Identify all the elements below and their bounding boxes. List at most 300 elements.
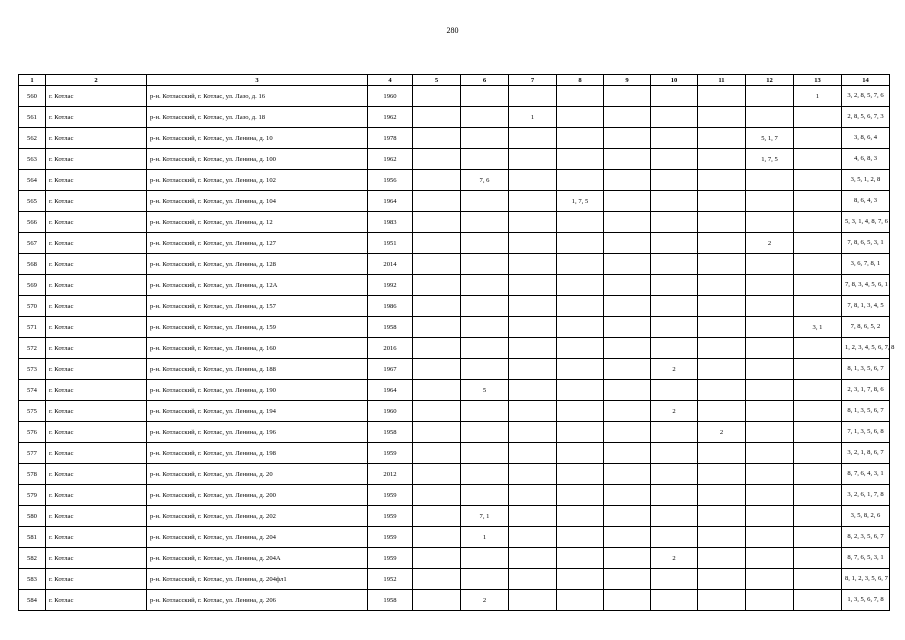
col7-cell <box>509 506 557 527</box>
year-cell: 2014 <box>368 254 413 275</box>
col12-cell <box>746 548 794 569</box>
col14-cell: 7, 8, 6, 5, 2 <box>842 317 890 338</box>
column-header-2: 2 <box>46 75 147 86</box>
col8-cell <box>557 548 604 569</box>
town-cell: г. Котлас <box>46 254 147 275</box>
col11-cell <box>698 233 746 254</box>
address-cell: р-н. Котласский, г. Котлас, ул. Ленина, д. 128 <box>147 254 368 275</box>
col8-cell <box>557 233 604 254</box>
col10-cell <box>651 149 698 170</box>
row-number-cell: 563 <box>19 149 46 170</box>
col13-cell <box>794 422 842 443</box>
col6-cell <box>461 296 509 317</box>
col7-cell <box>509 254 557 275</box>
col6-cell <box>461 149 509 170</box>
col14-cell: 2, 8, 5, 6, 7, 3 <box>842 107 890 128</box>
col9-cell <box>604 191 651 212</box>
col8-cell <box>557 338 604 359</box>
col13-cell <box>794 170 842 191</box>
col6-cell <box>461 212 509 233</box>
col5-cell <box>413 233 461 254</box>
year-cell: 1952 <box>368 569 413 590</box>
col11-cell <box>698 254 746 275</box>
col6-cell <box>461 338 509 359</box>
col12-cell <box>746 107 794 128</box>
col10-cell: 2 <box>651 359 698 380</box>
col7-cell <box>509 296 557 317</box>
col13-cell <box>794 191 842 212</box>
col8-cell <box>557 527 604 548</box>
row-number-cell: 561 <box>19 107 46 128</box>
col14-cell: 7, 8, 6, 5, 3, 1 <box>842 233 890 254</box>
col7-cell <box>509 317 557 338</box>
year-cell: 1967 <box>368 359 413 380</box>
col14-cell: 3, 2, 1, 8, 6, 7 <box>842 443 890 464</box>
col5-cell <box>413 191 461 212</box>
col7-cell <box>509 464 557 485</box>
year-cell: 1956 <box>368 170 413 191</box>
col11-cell <box>698 317 746 338</box>
col9-cell <box>604 317 651 338</box>
col10-cell <box>651 464 698 485</box>
col12-cell <box>746 86 794 107</box>
col6-cell <box>461 275 509 296</box>
col9-cell <box>604 212 651 233</box>
col12-cell: 2 <box>746 233 794 254</box>
col11-cell <box>698 359 746 380</box>
col12-cell <box>746 443 794 464</box>
col11-cell <box>698 485 746 506</box>
town-cell: г. Котлас <box>46 422 147 443</box>
year-cell: 1986 <box>368 296 413 317</box>
row-number-cell: 562 <box>19 128 46 149</box>
year-cell: 1983 <box>368 212 413 233</box>
col7-cell <box>509 149 557 170</box>
col5-cell <box>413 170 461 191</box>
col8-cell <box>557 569 604 590</box>
col7-cell <box>509 569 557 590</box>
col12-cell <box>746 254 794 275</box>
col14-cell: 3, 2, 8, 5, 7, 6 <box>842 86 890 107</box>
col7-cell <box>509 170 557 191</box>
address-cell: р-н. Котласский, г. Котлас, ул. Ленина, д. 202 <box>147 506 368 527</box>
col6-cell: 7, 1 <box>461 506 509 527</box>
column-header-9: 9 <box>604 75 651 86</box>
col6-cell <box>461 191 509 212</box>
col11-cell <box>698 149 746 170</box>
col14-cell: 8, 6, 4, 3 <box>842 191 890 212</box>
col14-cell: 3, 8, 6, 4 <box>842 128 890 149</box>
table-row <box>19 149 890 170</box>
col9-cell <box>604 128 651 149</box>
col5-cell <box>413 254 461 275</box>
row-number-cell: 568 <box>19 254 46 275</box>
address-cell: р-н. Котласский, г. Котлас, ул. Ленина, д. 196 <box>147 422 368 443</box>
col6-cell <box>461 485 509 506</box>
col7-cell: 1 <box>509 107 557 128</box>
address-cell: р-н. Котласский, г. Котлас, ул. Ленина, д. 159 <box>147 317 368 338</box>
page-number: 280 <box>446 26 459 35</box>
col6-cell: 2 <box>461 590 509 611</box>
col13-cell <box>794 548 842 569</box>
address-cell: р-н. Котласский, г. Котлас, ул. Ленина, д. 10 <box>147 128 368 149</box>
row-number-cell: 584 <box>19 590 46 611</box>
col11-cell <box>698 506 746 527</box>
col9-cell <box>604 506 651 527</box>
col13-cell <box>794 359 842 380</box>
table-row <box>19 569 890 590</box>
col13-cell: 3, 1 <box>794 317 842 338</box>
address-cell: р-н. Котласский, г. Котлас, ул. Лазо, д. 16 <box>147 86 368 107</box>
row-number-cell: 570 <box>19 296 46 317</box>
table-row <box>19 170 890 191</box>
town-cell: г. Котлас <box>46 464 147 485</box>
year-cell: 1960 <box>368 86 413 107</box>
column-header-1: 1 <box>19 75 46 86</box>
year-cell: 1959 <box>368 443 413 464</box>
col11-cell <box>698 86 746 107</box>
col11-cell <box>698 590 746 611</box>
row-number-cell: 566 <box>19 212 46 233</box>
address-cell: р-н. Котласский, г. Котлас, ул. Ленина, д. 194 <box>147 401 368 422</box>
table-row <box>19 506 890 527</box>
year-cell: 1959 <box>368 527 413 548</box>
col14-cell: 8, 7, 6, 5, 3, 1 <box>842 548 890 569</box>
col11-cell <box>698 191 746 212</box>
col6-cell <box>461 317 509 338</box>
col11-cell <box>698 107 746 128</box>
table-row <box>19 212 890 233</box>
col12-cell <box>746 275 794 296</box>
col13-cell <box>794 464 842 485</box>
col14-cell: 5, 3, 1, 4, 8, 7, 6 <box>842 212 890 233</box>
town-cell: г. Котлас <box>46 527 147 548</box>
address-cell: р-н. Котласский, г. Котлас, ул. Ленина, д. 127 <box>147 233 368 254</box>
col14-cell: 8, 2, 3, 5, 6, 7 <box>842 527 890 548</box>
col6-cell <box>461 548 509 569</box>
col12-cell <box>746 569 794 590</box>
col9-cell <box>604 107 651 128</box>
year-cell: 1992 <box>368 275 413 296</box>
col12-cell <box>746 506 794 527</box>
col6-cell: 7, 6 <box>461 170 509 191</box>
table-row <box>19 128 890 149</box>
col10-cell <box>651 317 698 338</box>
row-number-cell: 569 <box>19 275 46 296</box>
col9-cell <box>604 422 651 443</box>
col8-cell <box>557 590 604 611</box>
column-header-14: 14 <box>842 75 890 86</box>
col7-cell <box>509 590 557 611</box>
col8-cell <box>557 422 604 443</box>
col8-cell <box>557 170 604 191</box>
col13-cell <box>794 380 842 401</box>
town-cell: г. Котлас <box>46 86 147 107</box>
address-cell: р-н. Котласский, г. Котлас, ул. Ленина, д. 190 <box>147 380 368 401</box>
column-header-8: 8 <box>557 75 604 86</box>
address-cell: р-н. Котласский, г. Котлас, ул. Ленина, д. 204 <box>147 527 368 548</box>
col7-cell <box>509 527 557 548</box>
col7-cell <box>509 548 557 569</box>
col9-cell <box>604 254 651 275</box>
row-number-cell: 578 <box>19 464 46 485</box>
col13-cell <box>794 590 842 611</box>
col14-cell: 3, 6, 7, 8, 1 <box>842 254 890 275</box>
housing-register-table <box>18 74 895 611</box>
col5-cell <box>413 338 461 359</box>
year-cell: 1960 <box>368 401 413 422</box>
col7-cell <box>509 212 557 233</box>
col9-cell <box>604 527 651 548</box>
col7-cell <box>509 338 557 359</box>
col14-cell: 8, 1, 3, 5, 6, 7 <box>842 401 890 422</box>
header-row <box>19 75 890 86</box>
col6-cell <box>461 128 509 149</box>
address-cell: р-н. Котласский, г. Котлас, ул. Ленина, д. 104 <box>147 191 368 212</box>
col5-cell <box>413 296 461 317</box>
col5-cell <box>413 86 461 107</box>
table-row <box>19 359 890 380</box>
col8-cell <box>557 464 604 485</box>
col10-cell <box>651 506 698 527</box>
col10-cell <box>651 233 698 254</box>
year-cell: 1959 <box>368 548 413 569</box>
col8-cell: 1, 7, 5 <box>557 191 604 212</box>
year-cell: 2012 <box>368 464 413 485</box>
col7-cell <box>509 380 557 401</box>
town-cell: г. Котлас <box>46 401 147 422</box>
col10-cell <box>651 569 698 590</box>
col8-cell <box>557 128 604 149</box>
year-cell: 1978 <box>368 128 413 149</box>
col11-cell <box>698 338 746 359</box>
col6-cell: 5 <box>461 380 509 401</box>
row-number-cell: 567 <box>19 233 46 254</box>
col11-cell <box>698 401 746 422</box>
column-header-13: 13 <box>794 75 842 86</box>
col10-cell: 2 <box>651 548 698 569</box>
row-number-cell: 581 <box>19 527 46 548</box>
col12-cell <box>746 485 794 506</box>
town-cell: г. Котлас <box>46 569 147 590</box>
row-number-cell: 577 <box>19 443 46 464</box>
col6-cell <box>461 464 509 485</box>
address-cell: р-н. Котласский, г. Котлас, ул. Ленина, д. 204фл1 <box>147 569 368 590</box>
col14-cell: 2, 3, 1, 7, 8, 6 <box>842 380 890 401</box>
col14-cell: 3, 2, 6, 1, 7, 8 <box>842 485 890 506</box>
col13-cell <box>794 128 842 149</box>
col8-cell <box>557 485 604 506</box>
town-cell: г. Котлас <box>46 338 147 359</box>
year-cell: 1958 <box>368 590 413 611</box>
col5-cell <box>413 107 461 128</box>
column-header-10: 10 <box>651 75 698 86</box>
col12-cell <box>746 590 794 611</box>
address-cell: р-н. Котласский, г. Котлас, ул. Ленина, д. 12 <box>147 212 368 233</box>
col14-cell: 8, 1, 2, 3, 5, 6, 7 <box>842 569 890 590</box>
town-cell: г. Котлас <box>46 296 147 317</box>
col13-cell <box>794 485 842 506</box>
col6-cell <box>461 359 509 380</box>
col7-cell <box>509 485 557 506</box>
col11-cell <box>698 443 746 464</box>
table-row <box>19 317 890 338</box>
address-cell: р-н. Котласский, г. Котлас, ул. Ленина, д. 198 <box>147 443 368 464</box>
col10-cell <box>651 590 698 611</box>
col13-cell <box>794 107 842 128</box>
col10-cell: 2 <box>651 401 698 422</box>
col14-cell: 7, 1, 3, 5, 6, 8 <box>842 422 890 443</box>
town-cell: г. Котлас <box>46 170 147 191</box>
column-header-11: 11 <box>698 75 746 86</box>
col14-cell: 3, 5, 8, 2, 6 <box>842 506 890 527</box>
col5-cell <box>413 359 461 380</box>
col8-cell <box>557 359 604 380</box>
col9-cell <box>604 359 651 380</box>
table-row <box>19 338 890 359</box>
col8-cell <box>557 107 604 128</box>
col5-cell <box>413 128 461 149</box>
year-cell: 1958 <box>368 422 413 443</box>
town-cell: г. Котлас <box>46 212 147 233</box>
col12-cell <box>746 317 794 338</box>
col12-cell: 1, 7, 5 <box>746 149 794 170</box>
row-number-cell: 573 <box>19 359 46 380</box>
col8-cell <box>557 506 604 527</box>
col9-cell <box>604 233 651 254</box>
col5-cell <box>413 422 461 443</box>
column-header-6: 6 <box>461 75 509 86</box>
col10-cell <box>651 254 698 275</box>
col8-cell <box>557 212 604 233</box>
address-cell: р-н. Котласский, г. Котлас, ул. Ленина, д. 200 <box>147 485 368 506</box>
col13-cell <box>794 275 842 296</box>
col10-cell <box>651 485 698 506</box>
col5-cell <box>413 506 461 527</box>
town-cell: г. Котлас <box>46 191 147 212</box>
col9-cell <box>604 464 651 485</box>
col9-cell <box>604 275 651 296</box>
table-row <box>19 401 890 422</box>
col5-cell <box>413 401 461 422</box>
col9-cell <box>604 569 651 590</box>
col7-cell <box>509 191 557 212</box>
col10-cell <box>651 296 698 317</box>
col11-cell: 2 <box>698 422 746 443</box>
town-cell: г. Котлас <box>46 149 147 170</box>
address-cell: р-н. Котласский, г. Котлас, ул. Ленина, д. 160 <box>147 338 368 359</box>
col9-cell <box>604 590 651 611</box>
col9-cell <box>604 380 651 401</box>
column-header-3: 3 <box>147 75 368 86</box>
col5-cell <box>413 380 461 401</box>
year-cell: 1958 <box>368 317 413 338</box>
col5-cell <box>413 464 461 485</box>
table-row <box>19 590 890 611</box>
col11-cell <box>698 128 746 149</box>
town-cell: г. Котлас <box>46 506 147 527</box>
address-cell: р-н. Котласский, г. Котлас, ул. Ленина, д. 157 <box>147 296 368 317</box>
col13-cell <box>794 569 842 590</box>
col8-cell <box>557 317 604 338</box>
table-row <box>19 485 890 506</box>
col6-cell <box>461 107 509 128</box>
col11-cell <box>698 275 746 296</box>
col9-cell <box>604 296 651 317</box>
town-cell: г. Котлас <box>46 317 147 338</box>
col14-cell: 8, 1, 3, 5, 6, 7 <box>842 359 890 380</box>
table-row <box>19 548 890 569</box>
table-row <box>19 443 890 464</box>
col5-cell <box>413 548 461 569</box>
table-row <box>19 107 890 128</box>
row-number-cell: 582 <box>19 548 46 569</box>
col13-cell <box>794 338 842 359</box>
col10-cell <box>651 422 698 443</box>
town-cell: г. Котлас <box>46 380 147 401</box>
town-cell: г. Котлас <box>46 233 147 254</box>
col12-cell <box>746 464 794 485</box>
year-cell: 1951 <box>368 233 413 254</box>
col5-cell <box>413 317 461 338</box>
row-number-cell: 579 <box>19 485 46 506</box>
town-cell: г. Котлас <box>46 359 147 380</box>
column-header-4: 4 <box>368 75 413 86</box>
row-number-cell: 574 <box>19 380 46 401</box>
table-row <box>19 380 890 401</box>
col9-cell <box>604 548 651 569</box>
col7-cell <box>509 128 557 149</box>
col10-cell <box>651 107 698 128</box>
col14-cell: 7, 8, 1, 3, 4, 5 <box>842 296 890 317</box>
row-number-cell: 583 <box>19 569 46 590</box>
col9-cell <box>604 149 651 170</box>
table-row <box>19 233 890 254</box>
col14-cell: 4, 6, 8, 3 <box>842 149 890 170</box>
table-row <box>19 86 890 107</box>
column-header-12: 12 <box>746 75 794 86</box>
year-cell: 1964 <box>368 380 413 401</box>
town-cell: г. Котлас <box>46 128 147 149</box>
col11-cell <box>698 464 746 485</box>
table-row <box>19 422 890 443</box>
address-cell: р-н. Котласский, г. Котлас, ул. Ленина, д. 12А <box>147 275 368 296</box>
col14-cell: 3, 5, 1, 2, 8 <box>842 170 890 191</box>
col9-cell <box>604 338 651 359</box>
town-cell: г. Котлас <box>46 443 147 464</box>
col9-cell <box>604 401 651 422</box>
town-cell: г. Котлас <box>46 548 147 569</box>
row-number-cell: 572 <box>19 338 46 359</box>
col5-cell <box>413 212 461 233</box>
col8-cell <box>557 401 604 422</box>
col12-cell <box>746 527 794 548</box>
col10-cell <box>651 338 698 359</box>
col7-cell <box>509 359 557 380</box>
col7-cell <box>509 233 557 254</box>
col13-cell <box>794 443 842 464</box>
col10-cell <box>651 443 698 464</box>
row-number-cell: 580 <box>19 506 46 527</box>
col5-cell <box>413 275 461 296</box>
year-cell: 1962 <box>368 149 413 170</box>
address-cell: р-н. Котласский, г. Котлас, ул. Ленина, д. 100 <box>147 149 368 170</box>
col9-cell <box>604 443 651 464</box>
col14-cell: 7, 8, 3, 4, 5, 6, 1 <box>842 275 890 296</box>
row-number-cell: 564 <box>19 170 46 191</box>
col5-cell <box>413 443 461 464</box>
col8-cell <box>557 149 604 170</box>
